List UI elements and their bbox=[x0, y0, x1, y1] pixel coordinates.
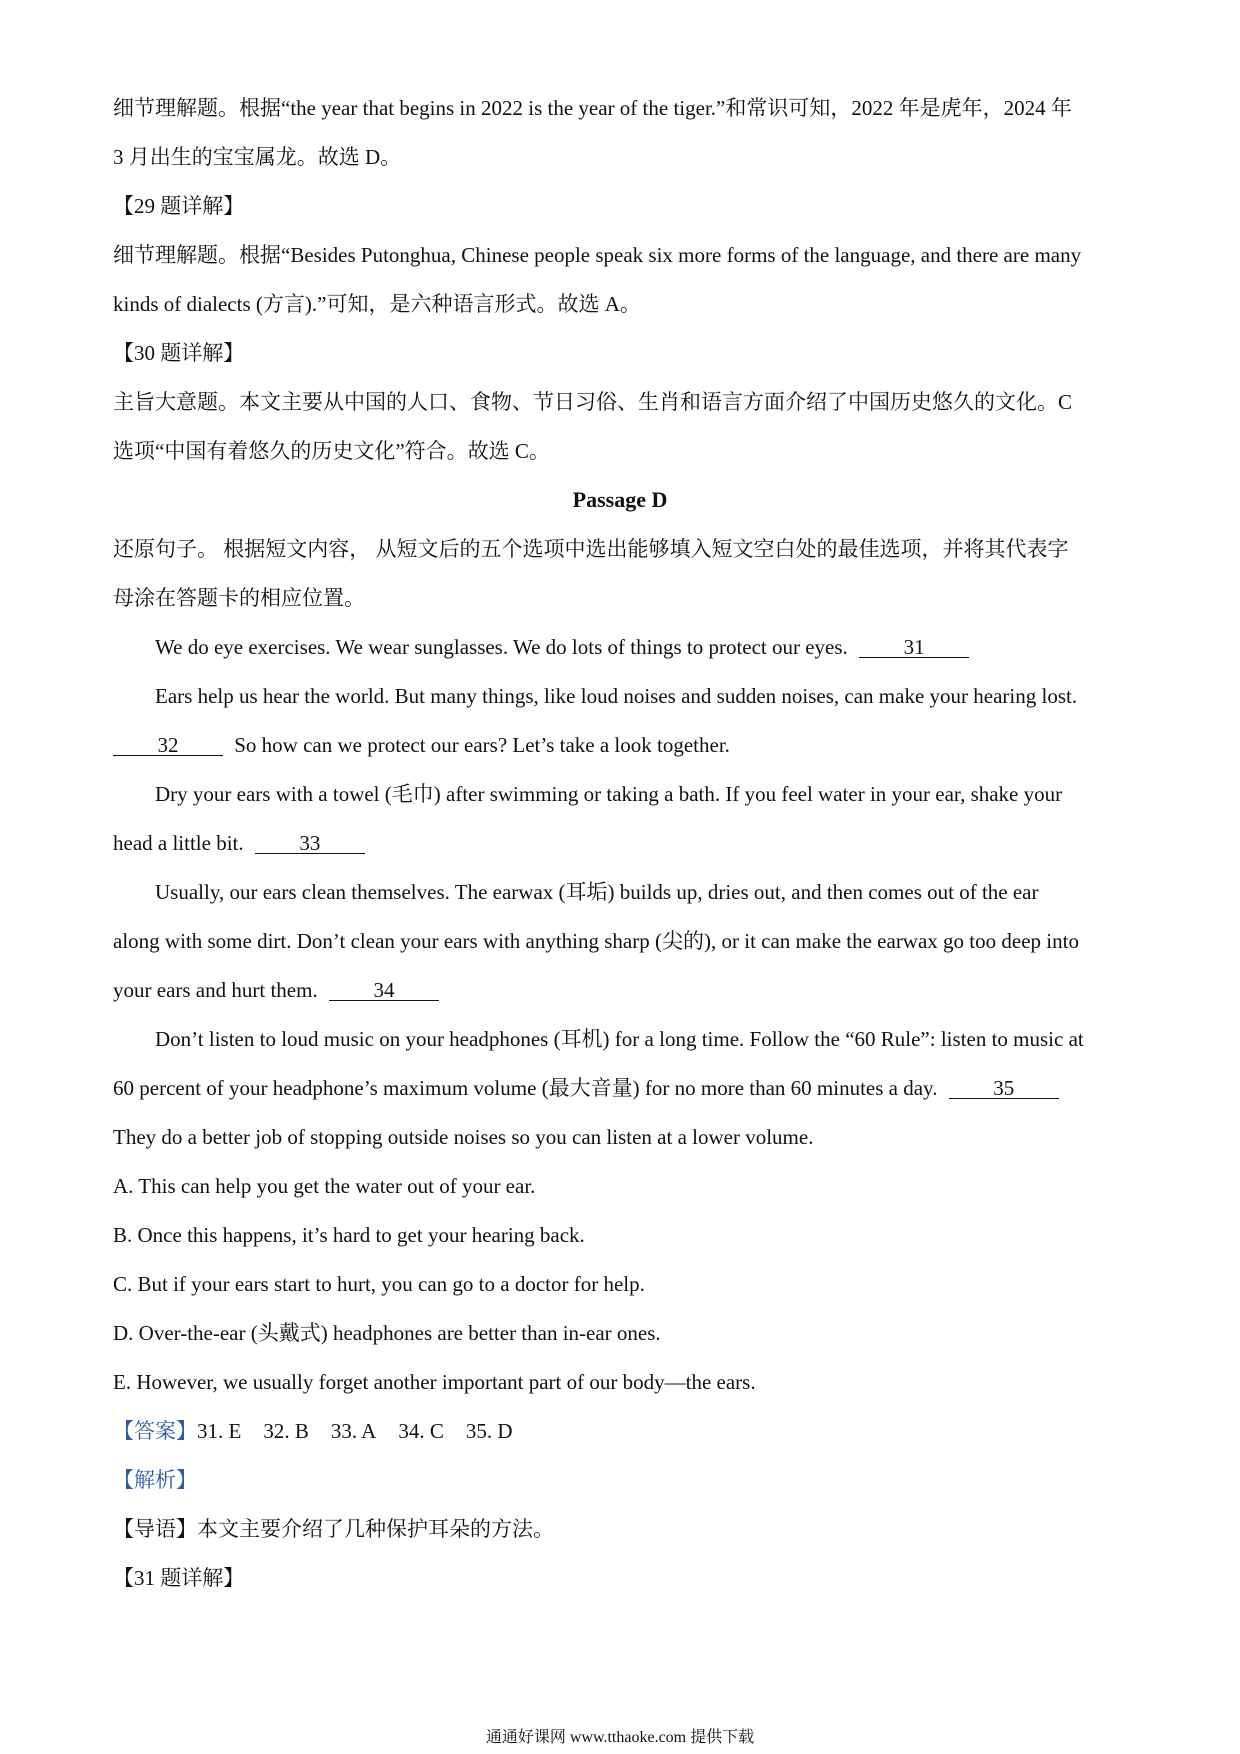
passage-paragraph-4-line-1: Usually, our ears clean themselves. The earwax (耳垢) builds up, dries out, and then comes out of the ear bbox=[155, 880, 1039, 904]
answer-item: 32. B bbox=[263, 1419, 309, 1443]
answer-item: 31. E bbox=[197, 1419, 242, 1443]
page-footer: 通通好课网 www.tthaoke.com 提供下载 bbox=[485, 1729, 755, 1746]
answer-key bbox=[113, 1419, 1127, 1443]
option-c: C. But if your ears start to hurt, you can go to a doctor for help. bbox=[113, 1272, 645, 1296]
option-a: A. This can help you get the water out of your ear. bbox=[113, 1174, 536, 1198]
passage-paragraph-1 bbox=[113, 635, 1127, 659]
passage-title: Passage D bbox=[572, 487, 668, 512]
paragraph-text: So how can we protect our ears? Let’s take a look together. bbox=[234, 733, 730, 757]
passage-paragraph-3-line-2 bbox=[113, 831, 1127, 855]
paragraph-text: head a little bit. bbox=[113, 831, 244, 855]
q30-explanation-line-1: 主旨大意题。本文主要从中国的人口、食物、节日习俗、生肖和语言方面介绍了中国历史悠久的文化。C bbox=[113, 390, 1073, 414]
passage-paragraph-5-line-1: Don’t listen to loud music on your headphones (耳机) for a long time. Follow the “60 Rule”: listen to music at bbox=[155, 1027, 1084, 1051]
answer-item: 33. A bbox=[330, 1419, 377, 1443]
paragraph-text: 60 percent of your headphone’s maximum volume (最大音量) for no more than 60 minutes a day. bbox=[113, 1076, 938, 1100]
q31-heading: 【31 题详解】 bbox=[113, 1566, 245, 1590]
option-d: D. Over-the-ear (头戴式) headphones are better than in-ear ones. bbox=[113, 1321, 661, 1345]
passage-paragraph-3-line-1: Dry your ears with a towel (毛巾) after swimming or taking a bath. If you feel water in your ear, shake your bbox=[155, 782, 1063, 806]
paragraph-text: your ears and hurt them. bbox=[113, 978, 318, 1002]
passage-paragraph-2-line-2 bbox=[113, 733, 1127, 757]
option-e: E. However, we usually forget another important part of our body—the ears. bbox=[113, 1370, 756, 1394]
answer-item: 34. C bbox=[398, 1419, 444, 1443]
q30-heading: 【30 题详解】 bbox=[113, 341, 245, 365]
blank-31: 31 bbox=[859, 637, 969, 658]
analysis-label: 【解析】 bbox=[113, 1468, 197, 1492]
passage-paragraph-4-line-2: along with some dirt. Don’t clean your ears with anything sharp (尖的), or it can make the earwax go too deep into bbox=[113, 929, 1079, 953]
blank-32: 32 bbox=[113, 735, 223, 756]
passage-paragraph-5-line-2 bbox=[113, 1076, 1127, 1100]
paragraph-text: We do eye exercises. We wear sunglasses. We do lots of things to protect our eyes. bbox=[155, 635, 848, 659]
q28-explanation-line-1: 细节理解题。根据“the year that begins in 2022 is the year of the tiger.”和常识可知，2022 年是虎年，2024 年 bbox=[113, 96, 1072, 120]
passage-paragraph-5-line-3: They do a better job of stopping outside noises so you can listen at a lower volume. bbox=[113, 1125, 814, 1149]
q30-explanation-line-2: 选项“中国有着悠久的历史文化”符合。故选 C。 bbox=[113, 439, 550, 463]
guide-text: 【导语】本文主要介绍了几种保护耳朵的方法。 bbox=[113, 1517, 554, 1541]
blank-33: 33 bbox=[255, 833, 365, 854]
q29-explanation-line-2: kinds of dialects (方言).”可知，是六种语言形式。故选 A。 bbox=[113, 292, 641, 316]
q29-heading: 【29 题详解】 bbox=[113, 194, 245, 218]
answer-label: 【答案】 bbox=[113, 1419, 197, 1443]
answer-item: 35. D bbox=[465, 1419, 513, 1443]
passage-paragraph-2-line-1: Ears help us hear the world. But many things, like loud noises and sudden noises, can make your hearing lost. bbox=[155, 684, 1078, 708]
passage-instruction-line-2: 母涂在答题卡的相应位置。 bbox=[113, 586, 365, 610]
passage-instruction-line-1: 还原句子。 根据短文内容， 从短文后的五个选项中选出能够填入短文空白处的最佳选项，并将其代表字 bbox=[113, 537, 1069, 561]
q29-explanation-line-1: 细节理解题。根据“Besides Putonghua, Chinese people speak six more forms of the language, and there are many bbox=[113, 243, 1082, 267]
blank-35: 35 bbox=[949, 1078, 1059, 1099]
q28-explanation-line-2: 3 月出生的宝宝属龙。故选 D。 bbox=[113, 145, 402, 169]
blank-34: 34 bbox=[329, 980, 439, 1001]
document-page bbox=[113, 96, 1127, 1615]
option-b: B. Once this happens, it’s hard to get your hearing back. bbox=[113, 1223, 585, 1247]
passage-paragraph-4-line-3 bbox=[113, 978, 1127, 1002]
